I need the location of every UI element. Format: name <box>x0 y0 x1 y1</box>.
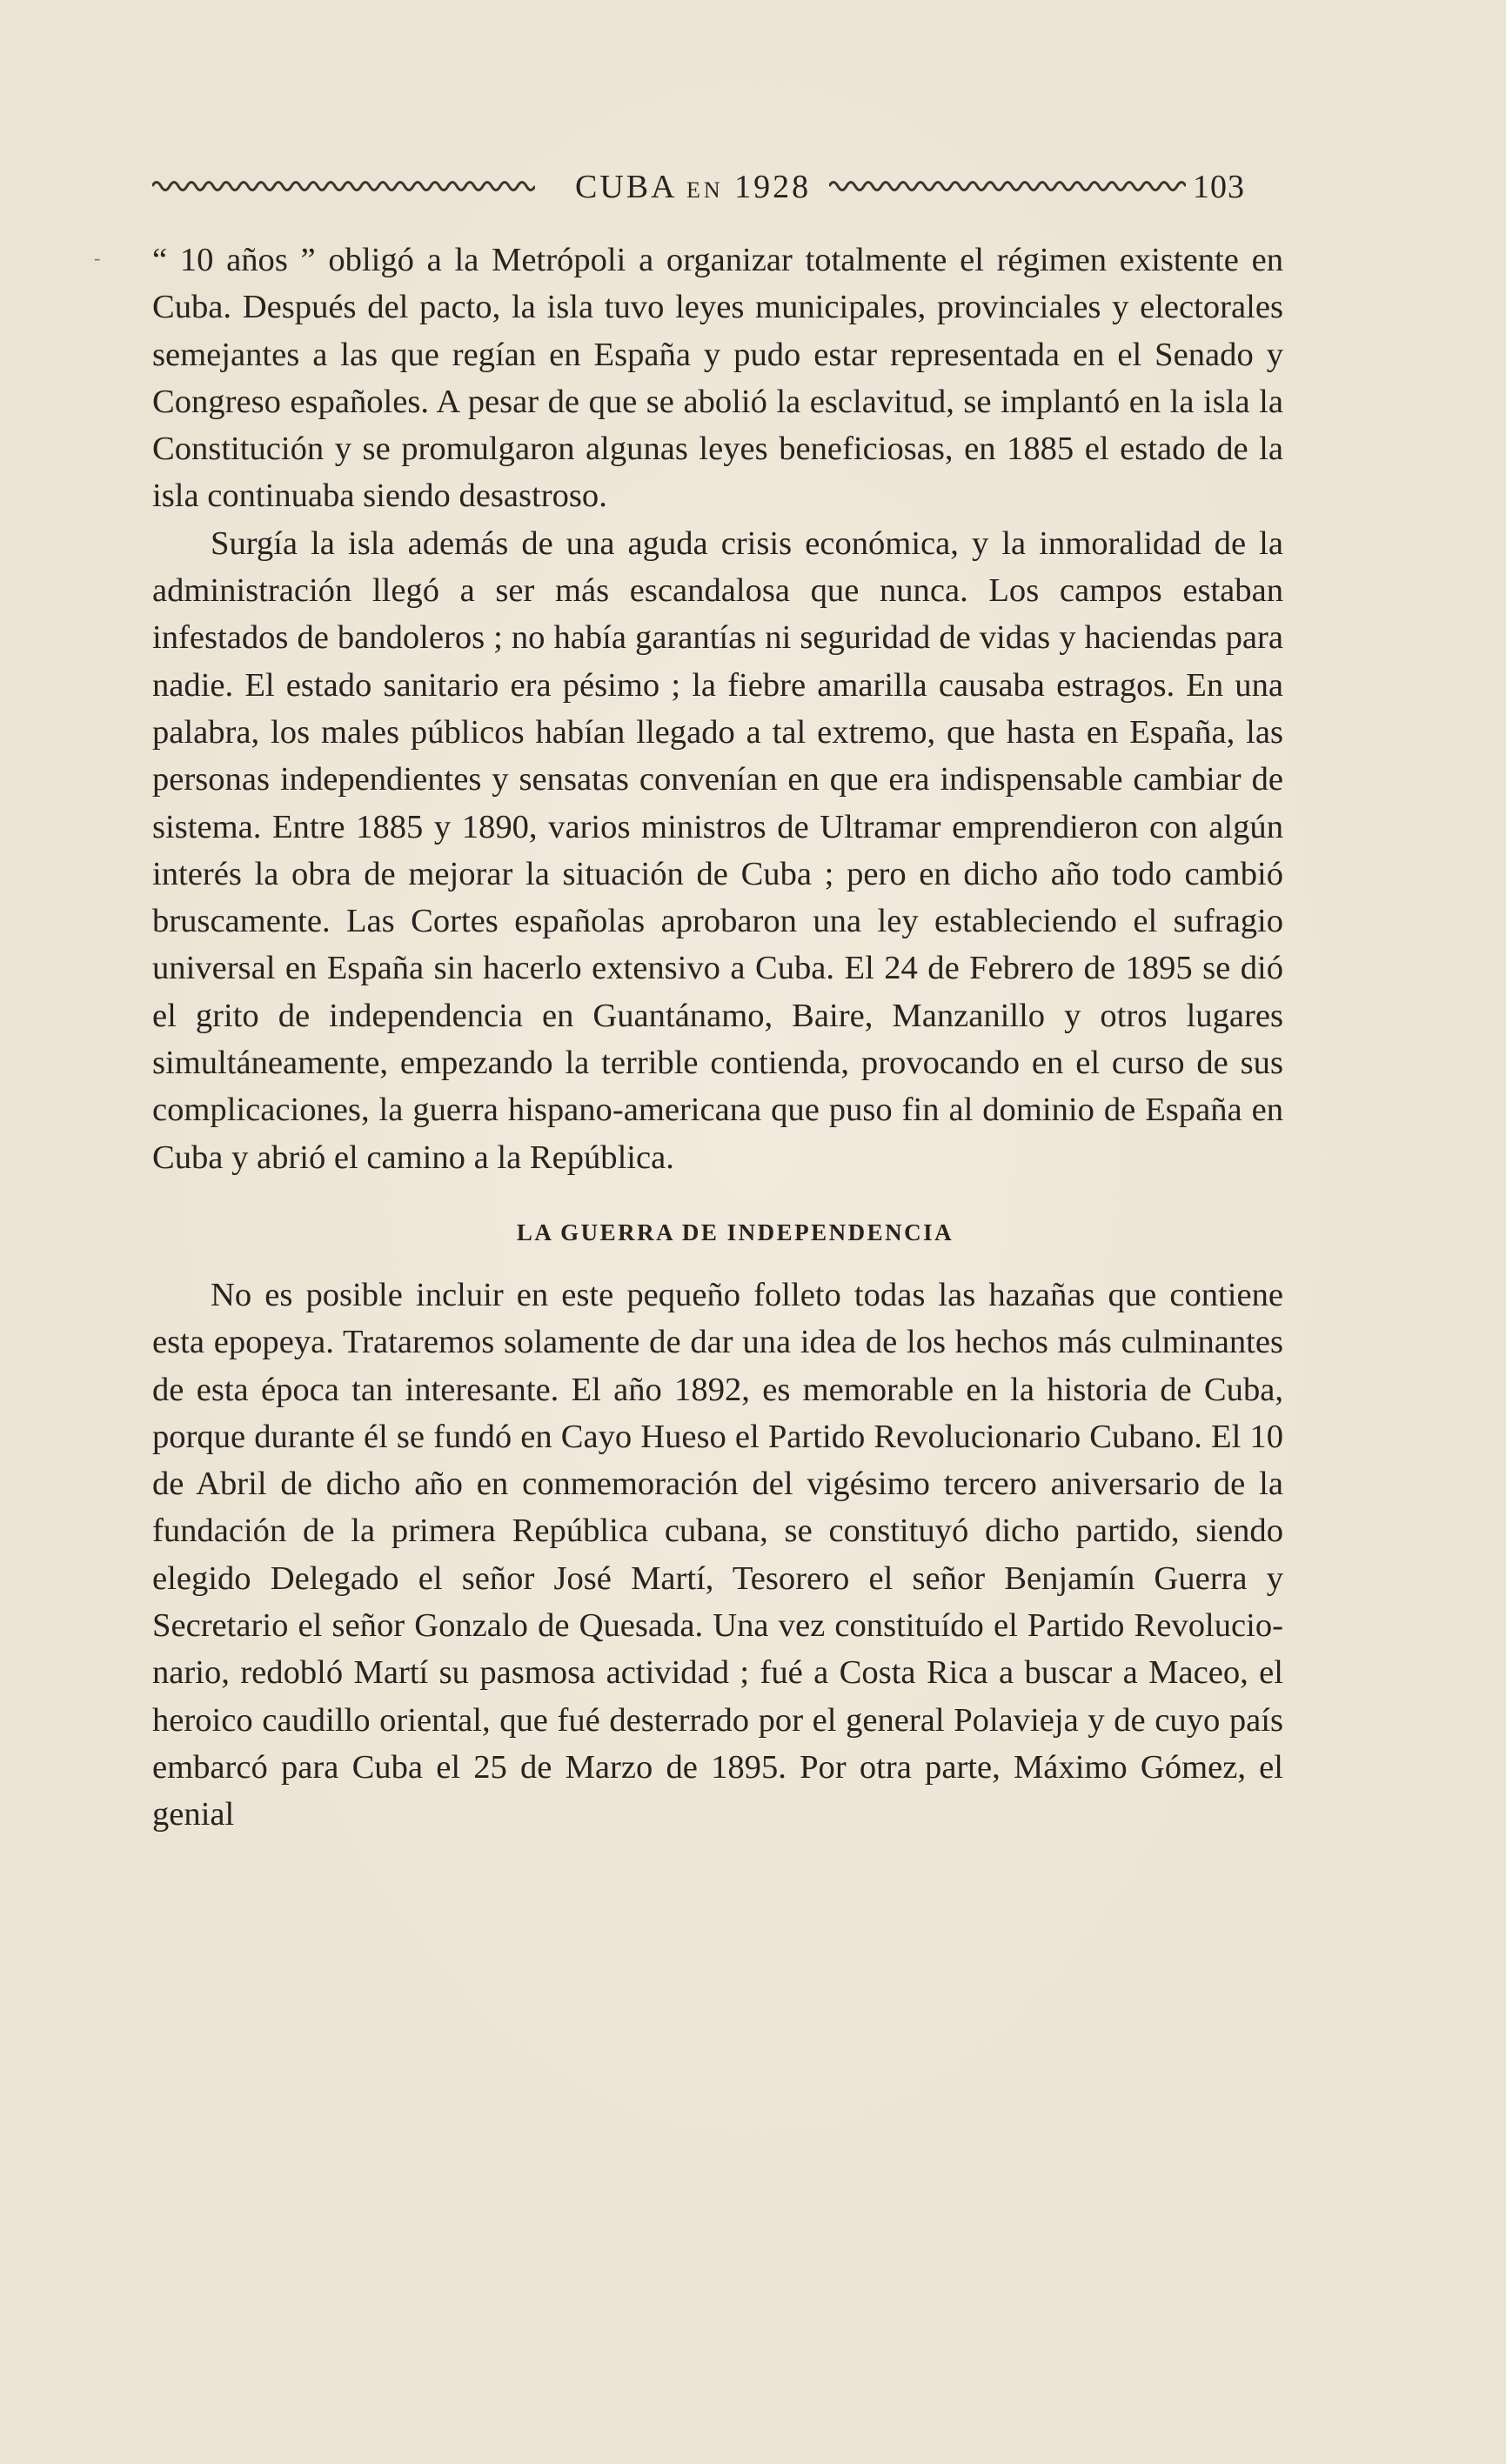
body-text <box>152 237 1283 1839</box>
running-header <box>152 168 1283 215</box>
paragraph: “ 10 años ” obligó a la Metrópoli a organizar totalmente el régimen existente en Cuba. Después del pacto, la isla tuvo leyes municipales, provinciales y electorales semejantes a las que regían en España y pudo estar representada en el Senado y Congreso españoles. A pesar de que se abolió la esclavitud, se implantó en la isla la Constitución y se promulgaron algunas leyes beneficiosas, en 1885 el estado de la isla continuaba siendo desastroso. <box>152 242 1283 515</box>
wavy-ornament-right <box>829 177 1186 196</box>
running-title-en: EN <box>686 177 724 203</box>
wavy-ornament-left <box>152 177 535 196</box>
running-title-year: 1928 <box>734 169 812 205</box>
running-title-main: CUBA <box>575 169 676 205</box>
margin-mark: - <box>94 247 101 269</box>
paragraph: Surgía la isla además de una aguda crisis económica, y la inmoralidad de la administración llegó a ser más escandalosa que nunca. Los campos estaban infestados de bandoleros ; no había garantías ni seguridad de vidas y haciendas para nadie. El estado sanitario era pésimo ; la fiebre amarilla causaba estragos. En una palabra, los males públicos habían llegado a tal extremo, que hasta en España, las personas independientes y sensatas convenían en que era indispensable cambiar de sistema. Entre 1885 y 1890, varios ministros de Ultramar emprendieron con algún interés la obra de mejorar la situación de Cuba ; pero en dicho año todo cambió bruscamente. Las Cortes españolas aprobaron una ley estableciendo el sufragio universal en España sin hacerlo extensivo a Cuba. El 24 de Febrero de 1895 se dió el grito de independencia en Guantánamo, Baire, Manzanillo y otros lugares simultáneamente, empezando la terrible contienda, provocando en el curso de sus complicaciones, la guerra hispano-americana que puso fin al dominio de España en Cuba y abrió el camino a la República. <box>152 524 1283 1176</box>
paragraph: No es posible incluir en este pequeño folleto todas las hazañas que contiene esta epopeya. Trataremos solamente de dar una idea de los hechos más culminantes de esta época tan interesante. El año 1892, es memorable en la historia de Cuba, porque durante él se fundó en Cayo Hueso el Partido Revolucionario Cubano. El 10 de Abril de dicho año en conmemoración del vigésimo tercero aniversario de la fundación de la primera República cubana, se constituyó dicho partido, siendo elegido Delegado el señor José Martí, Tesorero el señor Benjamín Guerra y Secretario el señor Gonzalo de Quesada. Una vez constituído el Partido Revolucionario, redobló Martí su pasmosa actividad ; fué a Costa Rica a buscar a Maceo, el heroico caudillo oriental, que fué desterrado por el general Polavieja y de cuyo país embarcó para Cuba el 25 de Marzo de 1895. Por otra parte, Máximo Gómez, el genial <box>152 1276 1283 1833</box>
page-number: 103 <box>1193 169 1245 205</box>
section-heading: LA GUERRA DE INDEPENDENCIA <box>516 1219 954 1245</box>
running-title <box>575 168 811 206</box>
